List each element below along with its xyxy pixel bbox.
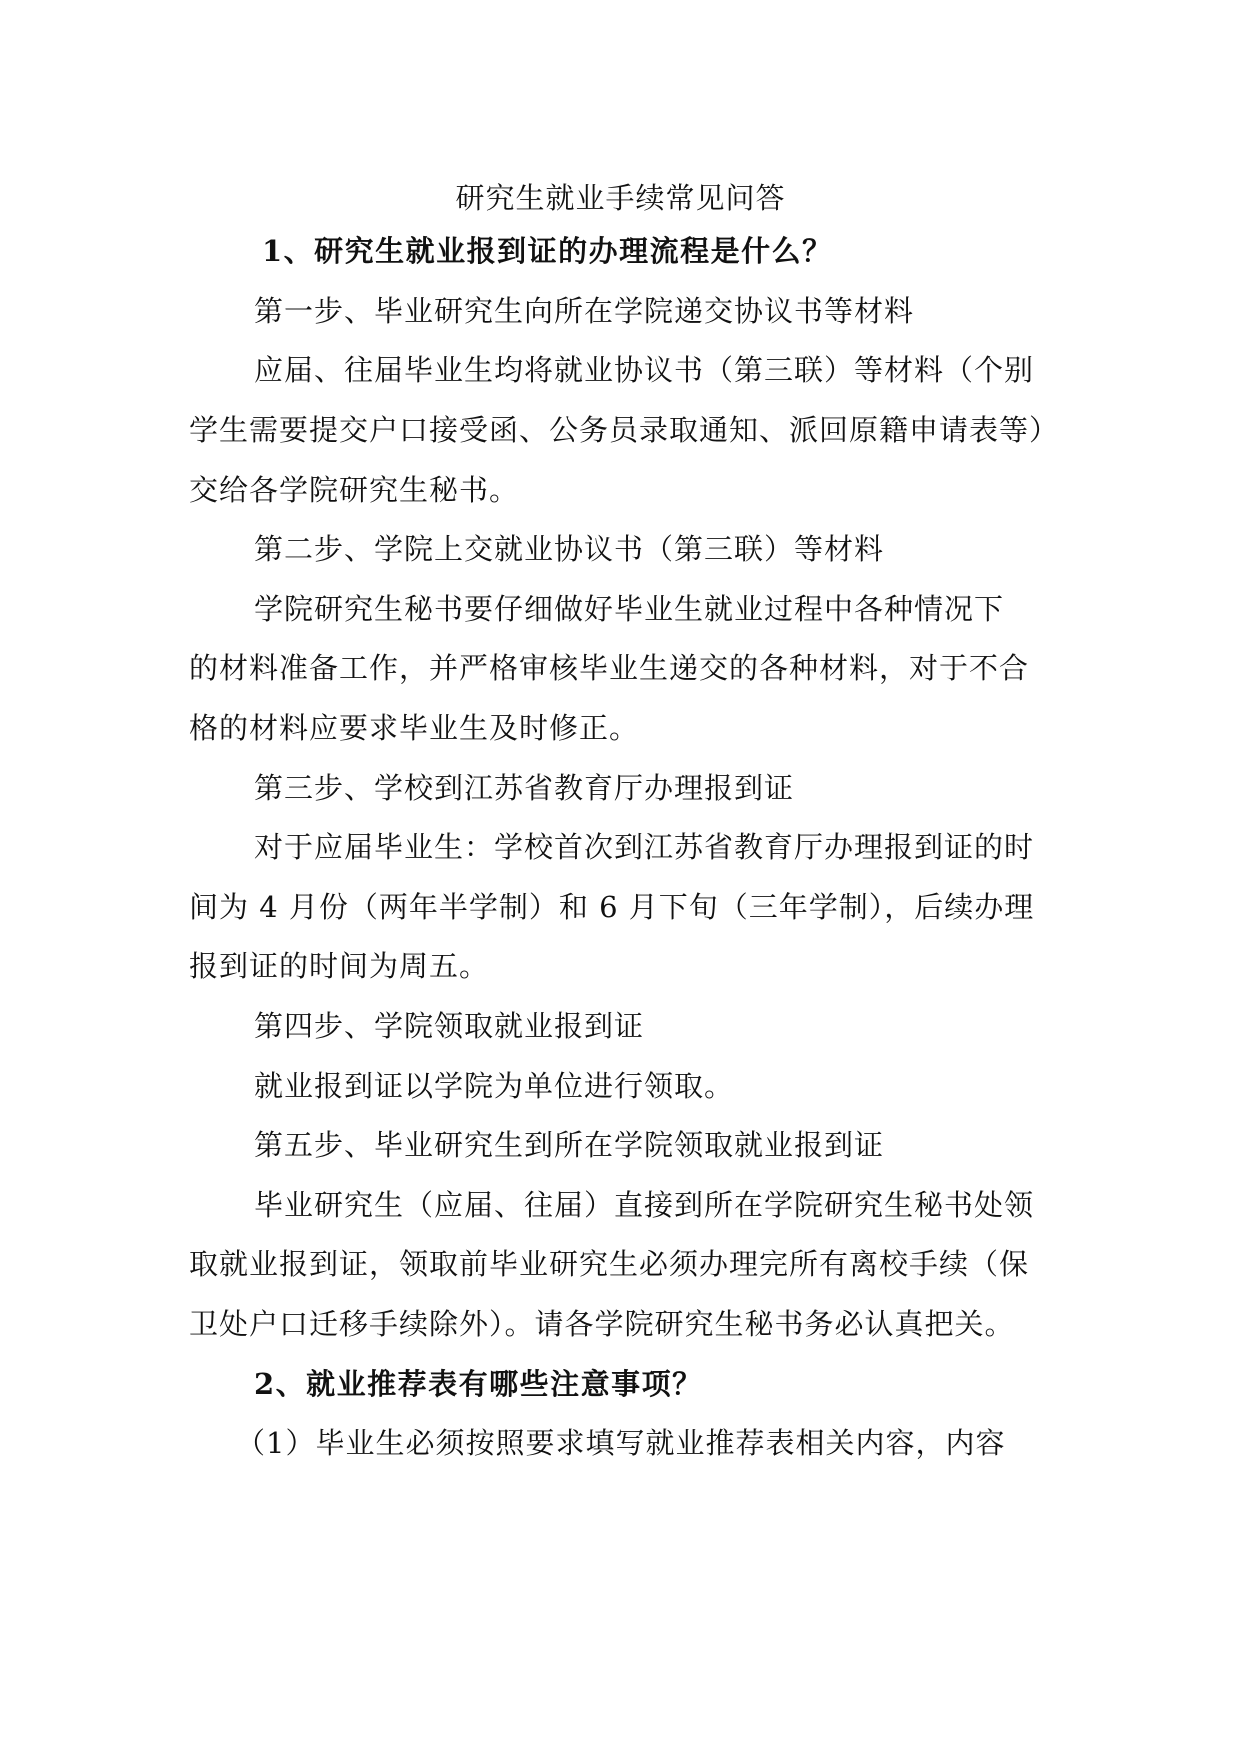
step-heading-1: 第一步、毕业研究生向所在学院递交协议书等材料 — [254, 294, 915, 328]
paragraph-line: 应届、往届毕业生均将就业协议书（第三联）等材料（个别 — [254, 353, 1035, 387]
step-heading-2: 第二步、学院上交就业协议书（第三联）等材料 — [254, 532, 885, 566]
paragraph-line: 格的材料应要求毕业生及时修正。 — [189, 711, 640, 745]
question-heading-2: 2、就业推荐表有哪些注意事项？ — [254, 1367, 703, 1401]
paragraph-line: 的材料准备工作，并严格审核毕业生递交的各种材料，对于不合 — [189, 651, 1030, 685]
paragraph-line: 对于应届毕业生：学校首次到江苏省教育厅办理报到证的时 — [254, 830, 1035, 864]
paragraph-line: 卫处户口迁移手续除外）。请各学院研究生秘书务必认真把关。 — [189, 1307, 1015, 1341]
step-heading-4: 第四步、学院领取就业报到证 — [254, 1009, 645, 1043]
paragraph-line: 学生需要提交户口接受函、公务员录取通知、派回原籍申请表等） — [189, 413, 1060, 447]
paragraph-line: 取就业报到证，领取前毕业研究生必须办理完所有离校手续（保 — [189, 1247, 1030, 1281]
paragraph-line: 就业报到证以学院为单位进行领取。 — [254, 1069, 735, 1103]
paragraph-line: 报到证的时间为周五。 — [189, 949, 490, 983]
page-title: 研究生就业手续常见问答 — [455, 181, 786, 215]
paragraph-line: 间为 4 月份（两年半学制）和 6 月下旬（三年学制），后续办理 — [189, 890, 1035, 924]
paragraph-line: 毕业研究生（应届、往届）直接到所在学院研究生秘书处领 — [254, 1188, 1035, 1222]
step-heading-3: 第三步、学校到江苏省教育厅办理报到证 — [254, 771, 795, 805]
step-heading-5: 第五步、毕业研究生到所在学院领取就业报到证 — [254, 1128, 885, 1162]
question-heading-1: 1、研究生就业报到证的办理流程是什么？ — [262, 234, 833, 268]
paragraph-line: 学院研究生秘书要仔细做好毕业生就业过程中各种情况下 — [254, 592, 1005, 626]
paragraph-line: 交给各学院研究生秘书。 — [189, 473, 520, 507]
paragraph-line: （1）毕业生必须按照要求填写就业推荐表相关内容，内容 — [236, 1426, 1006, 1460]
